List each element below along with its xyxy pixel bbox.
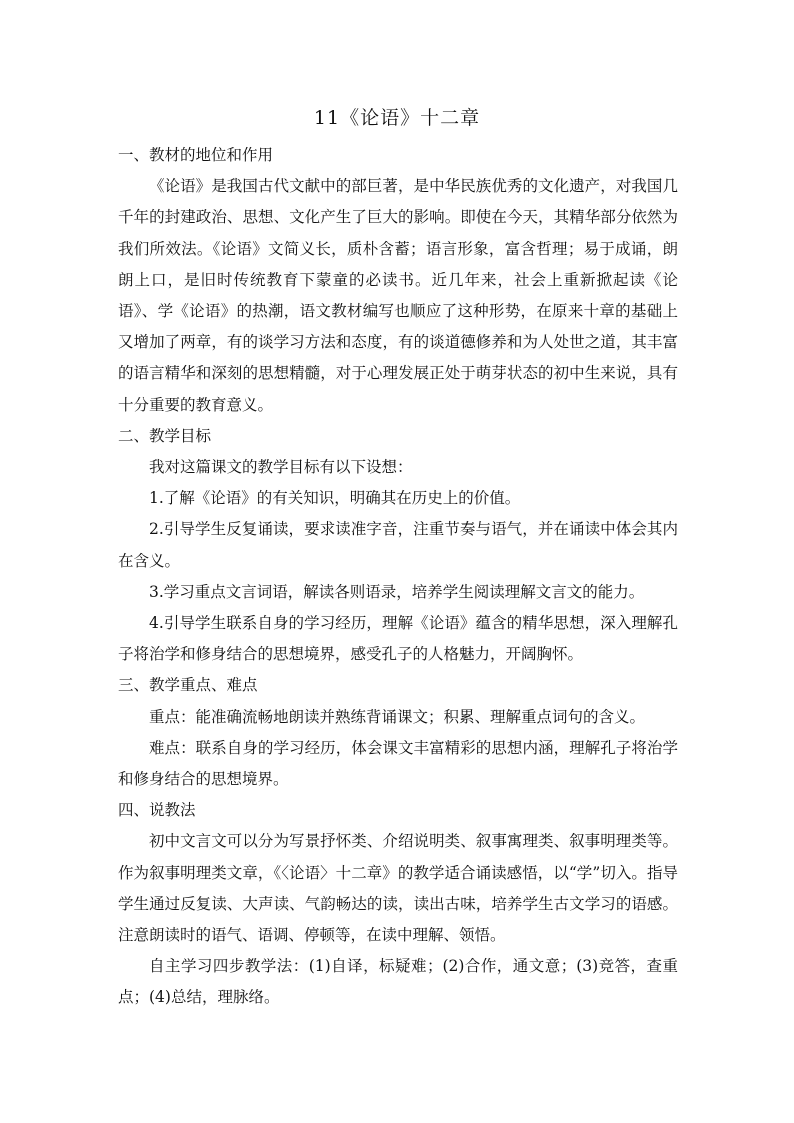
paragraph: 3.学习重点文言词语，解读各则语录，培养学生阅读理解文言文的能力。 (149, 582, 645, 601)
document-body (118, 140, 678, 1014)
paragraph: 自主学习四步教学法：(1)自译，标疑难；(2)合作，通文意；(3)竞答，查重点；(4)总结，理脉络。 (118, 957, 678, 1007)
section-heading: 一、教材的地位和作用 (118, 146, 274, 164)
paragraph: 1.了解《论语》的有关知识，明确其在历史上的价值。 (149, 489, 521, 508)
paragraph: 初中文言文可以分为写景抒怀类、介绍说明类、叙事寓理类、叙事明理类等。作为叙事明理类文章，《〈论语〉十二章》的教学适合诵读感悟，以“学”切入。指导学生通过反复读、大声读、气韵畅达的读，读出古味，培养学生古文学习的语感。注意朗读时的语气、语调、停顿等，在读中理解、领悟。 (118, 832, 678, 945)
paragraph: 《论语》是我国古代文献中的部巨著，是中华民族优秀的文化遗产，对我国几千年的封建政治、思想、文化产生了巨大的影响。即使在今天，其精华部分依然为我们所效法。《论语》文简义长，质朴含蓄；语言形象，富含哲理；易于成诵，朗朗上口，是旧时传统教育下蒙童的必读书。近几年来，社会上重新掀起读《论语》、学《论语》的热潮，语文教材编写也顺应了这种形势，在原来十章的基础上又增加了两章，有的谈学习方法和态度，有的谈道德修养和为人处世之道，其丰富的语言精华和深刻的思想精髓，对于心理发展正处于萌芽状态的初中生来说，具有十分重要的教育意义。 (118, 177, 678, 414)
paragraph: 难点：联系自身的学习经历，体会课文丰富精彩的思想内涵，理解孔子将治学和修身结合的思想境界。 (118, 738, 678, 789)
paragraph: 重点：能准确流畅地朗读并熟练背诵课文；积累、理解重点词句的含义。 (149, 707, 646, 726)
paragraph: 2.引导学生反复诵读，要求读准字音，注重节奏与语气，并在诵读中体会其内在含义。 (118, 520, 678, 570)
section-heading: 三、教学重点、难点 (118, 676, 258, 695)
paragraph: 我对这篇课文的教学目标有以下设想： (149, 458, 413, 477)
document-title: 11《论语》十二章 (313, 107, 481, 129)
paragraph: 4.引导学生联系自身的学习经历，理解《论语》蕴含的精华思想，深入理解孔子将治学和修身结合的思想境界，感受孔子的人格魅力，开阔胸怀。 (118, 614, 678, 664)
section-heading: 四、说教法 (118, 801, 196, 820)
section-heading: 二、教学目标 (118, 426, 212, 445)
